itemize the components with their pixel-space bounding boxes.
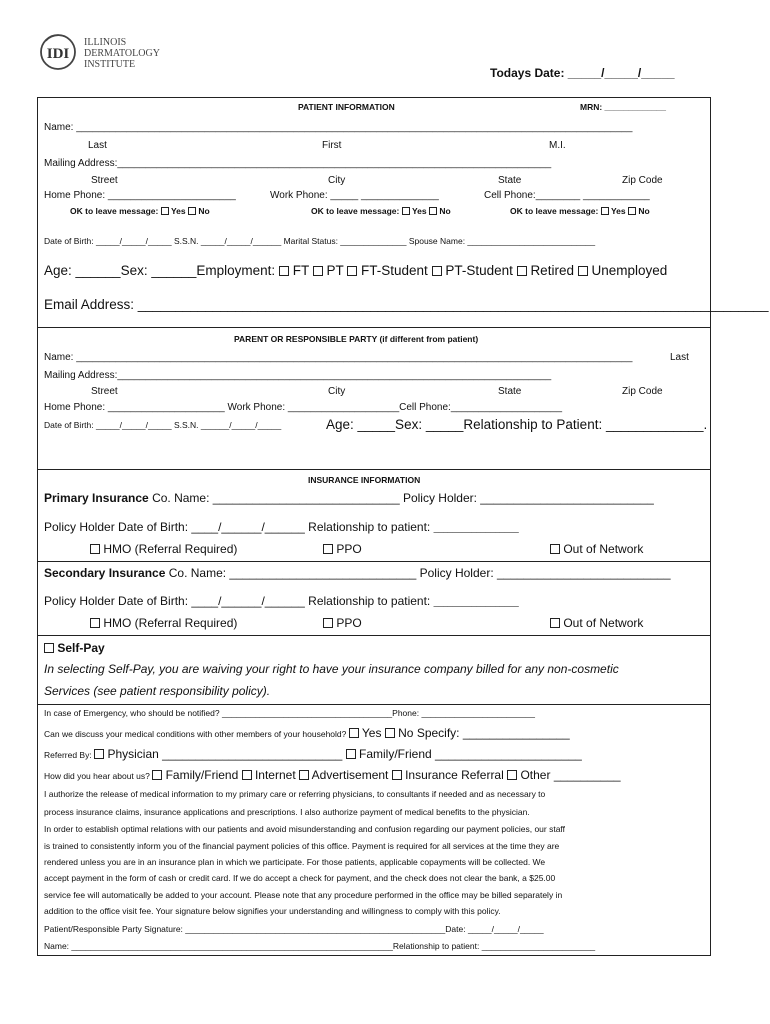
self-pay-note-line1: In selecting Self-Pay, you are waiving your right to have your insurance company billed for any non-cosmetic xyxy=(44,662,619,676)
checkbox[interactable] xyxy=(402,207,410,215)
pt-label: PT xyxy=(326,263,344,278)
policy-line: accept payment in the form of cash or credit card. If we do accept a check for payment, and the check does not clear the bank, a $25.00 xyxy=(44,873,556,883)
secondary-insurance-row[interactable] xyxy=(44,567,671,579)
policy-line: I authorize the release of medical information to my primary care or referring physicians, to consultants if needed and as necessary to xyxy=(44,789,546,799)
street-label: Street xyxy=(91,386,118,397)
self-pay-option[interactable] xyxy=(44,642,105,654)
checkbox[interactable] xyxy=(346,749,356,759)
checkbox[interactable] xyxy=(279,266,289,276)
work-phone-field[interactable]: Work Phone: _____ ______________ xyxy=(270,190,439,201)
checkbox[interactable] xyxy=(161,207,169,215)
zip-label: Zip Code xyxy=(622,386,663,397)
checkbox[interactable] xyxy=(385,728,395,738)
oon-label: Out of Network xyxy=(563,616,644,630)
checkbox[interactable] xyxy=(188,207,196,215)
primary-hmo-option[interactable] xyxy=(90,543,237,555)
logo-mark-icon xyxy=(38,32,78,72)
primary-ppo-option[interactable] xyxy=(323,543,362,555)
parent-age-relationship-field[interactable]: Age: _____Sex: _____Relationship to Patient: _____________. xyxy=(326,417,708,432)
checkbox[interactable] xyxy=(347,266,357,276)
no-label: No xyxy=(638,206,650,216)
checkbox[interactable] xyxy=(323,544,333,554)
dob-ssn-marital-line[interactable]: Date of Birth: _____/_____/_____ S.S.N. _____/_____/______ Marital Status: ______________ Spouse Name: ___________________________ xyxy=(44,236,596,246)
section-divider xyxy=(37,704,711,705)
checkbox[interactable] xyxy=(152,770,162,780)
ft-student-label: FT-Student xyxy=(361,263,428,278)
secondary-dob-relationship-row[interactable] xyxy=(44,595,519,607)
emergency-contact-field[interactable]: In case of Emergency, who should be notified? ____________________________________Phone: ________________________ xyxy=(44,708,535,718)
hear-family-label: Family/Friend xyxy=(165,768,239,782)
section-divider xyxy=(37,469,711,470)
physician-field[interactable]: Physician ___________________________ xyxy=(107,747,343,761)
cell-phone-field[interactable]: Cell Phone:________ ____________ xyxy=(484,190,650,201)
yes-label: Yes xyxy=(610,206,626,216)
checkbox[interactable] xyxy=(550,618,560,628)
no-specify-field[interactable]: No Specify: ________________ xyxy=(398,726,570,740)
idi-logo xyxy=(38,32,78,77)
primary-relationship-blank[interactable]: __________________ xyxy=(433,523,519,533)
yes-label: Yes xyxy=(170,206,186,216)
mi-label: M.I. xyxy=(549,140,566,151)
checkbox[interactable] xyxy=(550,544,560,554)
checkbox[interactable] xyxy=(628,207,636,215)
city-label: City xyxy=(328,386,346,397)
ok-leave-message-home xyxy=(70,207,210,216)
discuss-question: Can we discuss your medical conditions with other members of your household? xyxy=(44,729,347,739)
checkbox[interactable] xyxy=(517,266,527,276)
email-field[interactable]: Email Address: ____________________________________________________________________________________ xyxy=(44,297,769,312)
hear-internet-label: Internet xyxy=(254,768,296,782)
ok-leave-label: OK to leave message: xyxy=(311,206,400,216)
checkbox[interactable] xyxy=(90,618,100,628)
signer-name-relationship-field[interactable]: Name: ____________________________________________________________________Relationship to patient: ________________________ xyxy=(44,941,596,951)
hear-ad-label: Advertisement xyxy=(311,768,389,782)
todays-date-field[interactable]: Todays Date: _____/_____/_____ xyxy=(490,66,675,80)
unemployed-label: Unemployed xyxy=(591,263,668,278)
city-label: City xyxy=(328,175,346,186)
self-pay-note-line2: Services (see patient responsibility policy). xyxy=(44,684,271,698)
street-label: Street xyxy=(91,175,118,186)
retired-label: Retired xyxy=(530,263,574,278)
ppo-label: PPO xyxy=(336,616,362,630)
primary-oon-option[interactable] xyxy=(550,543,643,555)
checkbox[interactable] xyxy=(313,266,323,276)
hmo-label: HMO (Referral Required) xyxy=(103,542,238,556)
checkbox[interactable] xyxy=(90,544,100,554)
ppo-label: PPO xyxy=(336,542,362,556)
org-name-line2: DERMATOLOGY xyxy=(84,48,160,59)
checkbox[interactable] xyxy=(299,770,309,780)
insurance-section-title: INSURANCE INFORMATION xyxy=(308,475,421,485)
state-label: State xyxy=(498,386,522,397)
org-name-line3: INSTITUTE xyxy=(84,59,136,70)
patient-mailing-field[interactable]: Mailing Address:______________________________________________________________________________ xyxy=(44,158,552,169)
svg-text:IDI: IDI xyxy=(46,46,70,62)
parent-mailing-field[interactable]: Mailing Address:______________________________________________________________________________ xyxy=(44,370,552,381)
primary-insurance-row[interactable] xyxy=(44,492,654,504)
age-sex-employment-label[interactable]: Age: ______Sex: ______Employment: xyxy=(44,263,276,278)
pt-student-label: PT-Student xyxy=(445,263,513,278)
yes-label: Yes xyxy=(411,206,427,216)
parent-last-label: Last xyxy=(670,352,689,363)
parent-name-field[interactable]: Name: ____________________________________________________________________________________________________ xyxy=(44,352,633,363)
secondary-hmo-option[interactable] xyxy=(90,617,237,629)
last-label: Last xyxy=(88,140,107,151)
checkbox[interactable] xyxy=(392,770,402,780)
secondary-insurance-fields[interactable]: Co. Name: ____________________________ Policy Holder: __________________________ xyxy=(168,566,671,580)
policy-line: service fee will automatically be added to your account. Please note that any procedure performed in the office may be billed separately in xyxy=(44,890,563,900)
self-pay-label: Self-Pay xyxy=(57,641,105,655)
policy-line: is trained to consistently inform you of the financial payment policies of this office. Payment is required for all services at the time they are xyxy=(44,841,560,851)
primary-dob-relationship-row[interactable] xyxy=(44,521,519,533)
policy-line: In order to establish optimal relations with our patients and avoid misunderstanding and confusion regarding our payment policies, our staff xyxy=(44,824,566,834)
parent-phones-field[interactable]: Home Phone: _____________________ Work Phone: ____________________Cell Phone:____________________ xyxy=(44,402,563,413)
hear-insurance-label: Insurance Referral xyxy=(405,768,504,782)
ft-label: FT xyxy=(292,263,309,278)
mrn-field[interactable]: MRN: _____________ xyxy=(580,102,667,112)
patient-section-title: PATIENT INFORMATION xyxy=(298,102,395,112)
policy-line: process insurance claims, insurance applications and prescriptions. I also authorize payment of medical benefits to the physician. xyxy=(44,807,530,817)
ok-leave-message-cell xyxy=(510,207,650,216)
checkbox[interactable] xyxy=(44,643,54,653)
zip-label: Zip Code xyxy=(622,175,663,186)
section-divider xyxy=(37,561,711,562)
yes-label: Yes xyxy=(361,726,382,740)
hear-question: How did you hear about us? xyxy=(44,771,150,781)
referred-by-label: Referred By: xyxy=(44,750,92,760)
age-sex-employment-row xyxy=(44,264,667,278)
section-divider xyxy=(37,327,711,328)
checkbox[interactable] xyxy=(432,266,442,276)
section-divider xyxy=(37,635,711,636)
oon-label: Out of Network xyxy=(563,542,644,556)
primary-insurance-label: Primary Insurance xyxy=(44,491,149,505)
ok-leave-label: OK to leave message: xyxy=(510,206,599,216)
checkbox[interactable] xyxy=(578,266,588,276)
checkbox[interactable] xyxy=(507,770,517,780)
checkbox[interactable] xyxy=(323,618,333,628)
state-label: State xyxy=(498,175,522,186)
checkbox[interactable] xyxy=(94,749,104,759)
ok-leave-label: OK to leave message: xyxy=(70,206,159,216)
no-label: No xyxy=(439,206,451,216)
signature-date-field[interactable]: Patient/Responsible Party Signature: _______________________________________________________Date: _____/_____/_____ xyxy=(44,924,544,934)
checkbox[interactable] xyxy=(601,207,609,215)
discuss-household-row xyxy=(44,727,570,739)
hear-about-us-row xyxy=(44,769,621,781)
ok-leave-message-work xyxy=(311,207,451,216)
no-label: No xyxy=(198,206,210,216)
hear-other-field[interactable]: Other __________ xyxy=(520,768,621,782)
parent-section-title: PARENT OR RESPONSIBLE PARTY (if different from patient) xyxy=(234,334,479,344)
first-label: First xyxy=(322,140,342,151)
secondary-dob-relationship[interactable]: Policy Holder Date of Birth: ____/______/______ Relationship to patient: xyxy=(44,594,431,608)
checkbox[interactable] xyxy=(242,770,252,780)
secondary-oon-option[interactable] xyxy=(550,617,643,629)
checkbox[interactable] xyxy=(429,207,437,215)
secondary-insurance-label: Secondary Insurance xyxy=(44,566,166,580)
secondary-ppo-option[interactable] xyxy=(323,617,362,629)
policy-line: rendered unless you are in an insurance plan in which we participate. For those patients, applicable copayments will be collected. We xyxy=(44,857,546,867)
hmo-label: HMO (Referral Required) xyxy=(103,616,238,630)
parent-dob-ssn-field[interactable]: Date of Birth: _____/_____/_____ S.S.N. ______/_____/_____ xyxy=(44,420,282,430)
secondary-relationship-blank[interactable]: __________________ xyxy=(433,597,519,607)
referred-by-row xyxy=(44,748,582,760)
family-friend-field[interactable]: Family/Friend ______________________ xyxy=(359,747,582,761)
org-name-line1: ILLINOIS xyxy=(84,37,127,48)
checkbox[interactable] xyxy=(349,728,359,738)
policy-line: addition to the office visit fee. Your signature below signifies your understanding and willingness to comply with this policy. xyxy=(44,906,501,916)
primary-dob-relationship[interactable]: Policy Holder Date of Birth: ____/______/______ Relationship to patient: xyxy=(44,520,431,534)
primary-insurance-fields[interactable]: Co. Name: ____________________________ Policy Holder: __________________________ xyxy=(152,491,654,505)
home-phone-field[interactable]: Home Phone: _______________________ xyxy=(44,190,236,201)
patient-name-field[interactable]: Name: ____________________________________________________________________________________________________ xyxy=(44,122,633,133)
